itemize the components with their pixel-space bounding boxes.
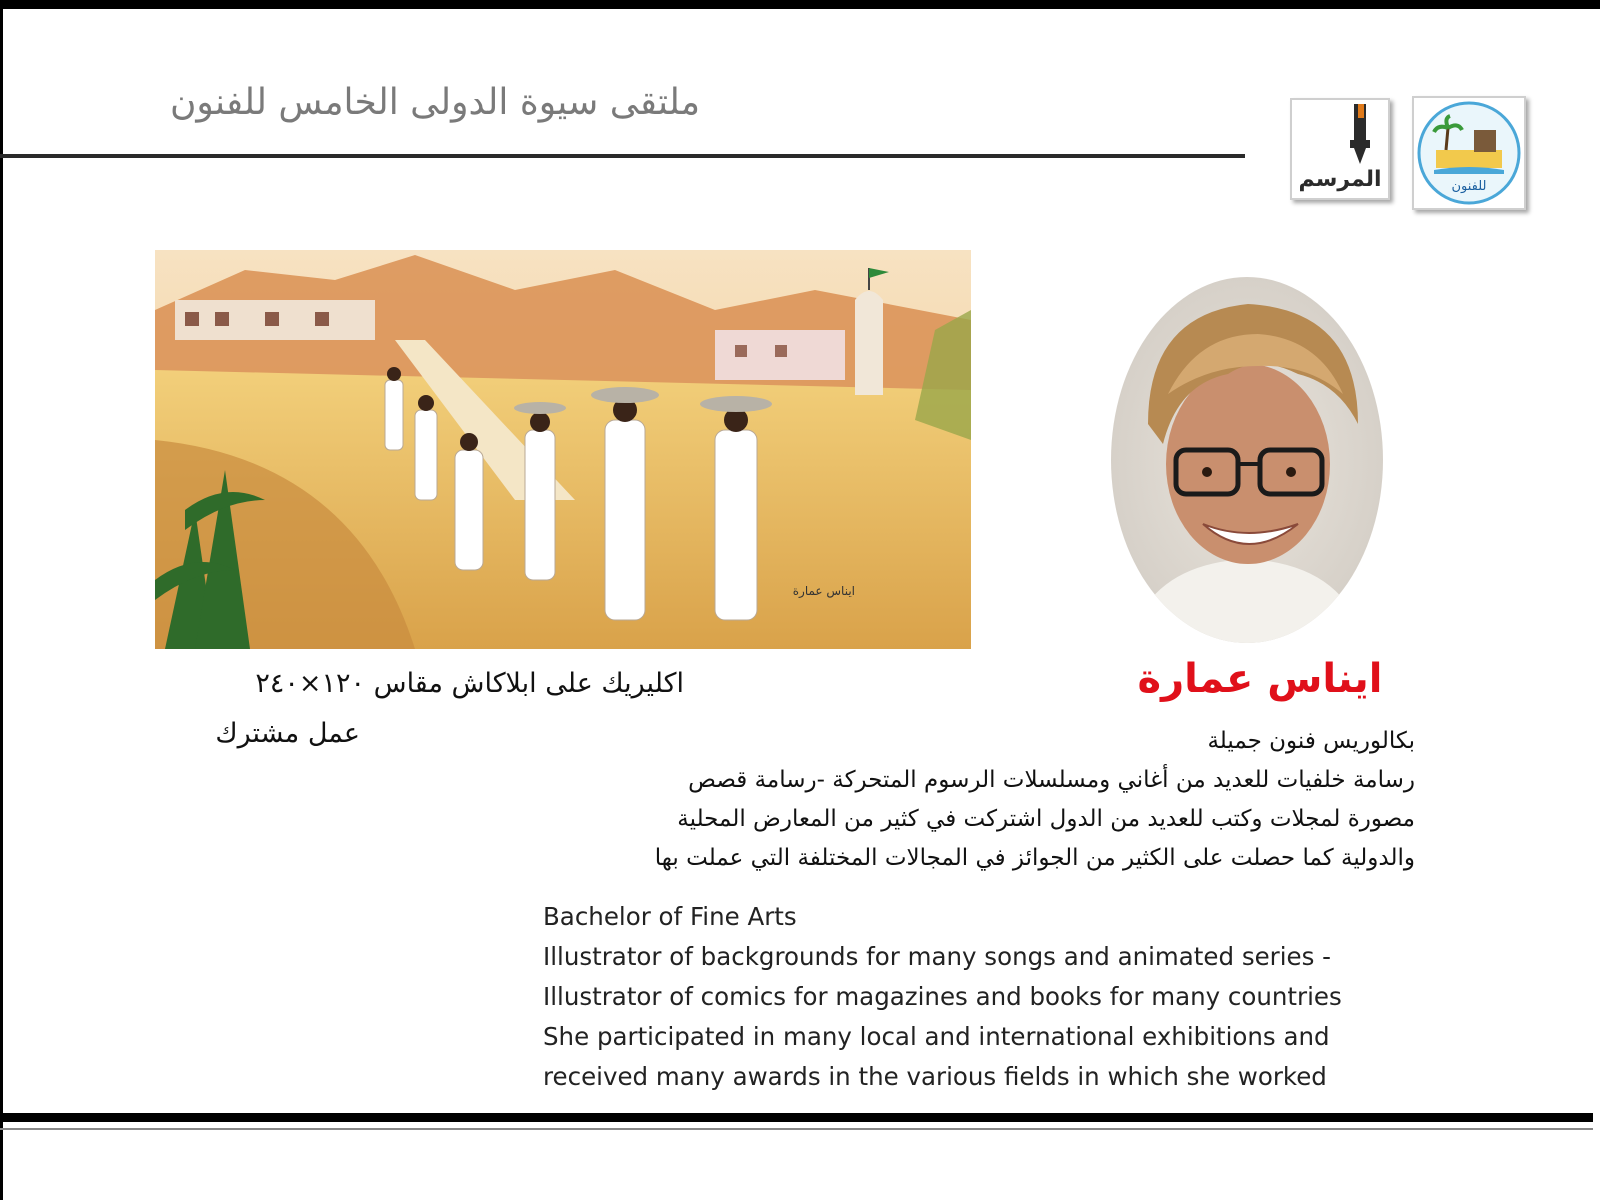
bottom-border: [0, 1113, 1593, 1122]
artwork-medium-caption: اكليريك على ابلاكاش مقاس ١٢٠×٢٤٠: [255, 668, 684, 699]
siwa-logo-icon: [1414, 98, 1524, 208]
left-border: [0, 0, 3, 1200]
bio-ar-line: مصورة لمجلات وكتب للعديد من الدول اشتركت في كثير من المعارض المحلية: [677, 806, 1415, 832]
header-divider: [0, 154, 1245, 158]
painting-image: [155, 250, 971, 649]
marsam-logo: [1290, 98, 1390, 200]
bio-en-line: Bachelor of Fine Arts: [543, 902, 797, 931]
siwa-festival-logo: [1412, 96, 1526, 210]
marsam-logo-text: المرسم: [1298, 167, 1382, 192]
siwa-logo-text: للفنون: [1451, 179, 1487, 194]
bio-en-line: Illustrator of backgrounds for many songs and animated series -: [543, 942, 1332, 971]
bio-arabic: [530, 722, 1415, 878]
bio-english: [543, 897, 1413, 1097]
marsam-logo-icon: [1292, 100, 1388, 198]
portrait-photo: [1108, 274, 1386, 646]
bio-en-line: Illustrator of comics for magazines and books for many countries: [543, 982, 1342, 1011]
artist-name: ايناس عمارة: [1137, 656, 1383, 702]
artwork-joint-caption: عمل مشترك: [215, 718, 360, 749]
artwork-painting: [155, 250, 971, 649]
bio-ar-line: بكالوريس فنون جميلة: [1207, 728, 1415, 754]
bio-ar-line: والدولية كما حصلت على الكثير من الجوائز في المجالات المختلفة التي عملت بها: [654, 845, 1415, 871]
bio-en-line: received many awards in the various fields in which she worked: [543, 1062, 1327, 1091]
bio-ar-line: رسامة خلفيات للعديد من أغاني ومسلسلات الرسوم المتحركة -رسامة قصص: [688, 767, 1415, 793]
artist-portrait: [1108, 274, 1386, 646]
top-border: [0, 0, 1600, 9]
bottom-shadow-line: [0, 1128, 1593, 1130]
bio-en-line: She participated in many local and international exhibitions and: [543, 1022, 1330, 1051]
svg-text:ايناس عمارة: ايناس عمارة: [792, 584, 855, 598]
page-title: ملتقى سيوة الدولى الخامس للفنون: [169, 82, 701, 123]
